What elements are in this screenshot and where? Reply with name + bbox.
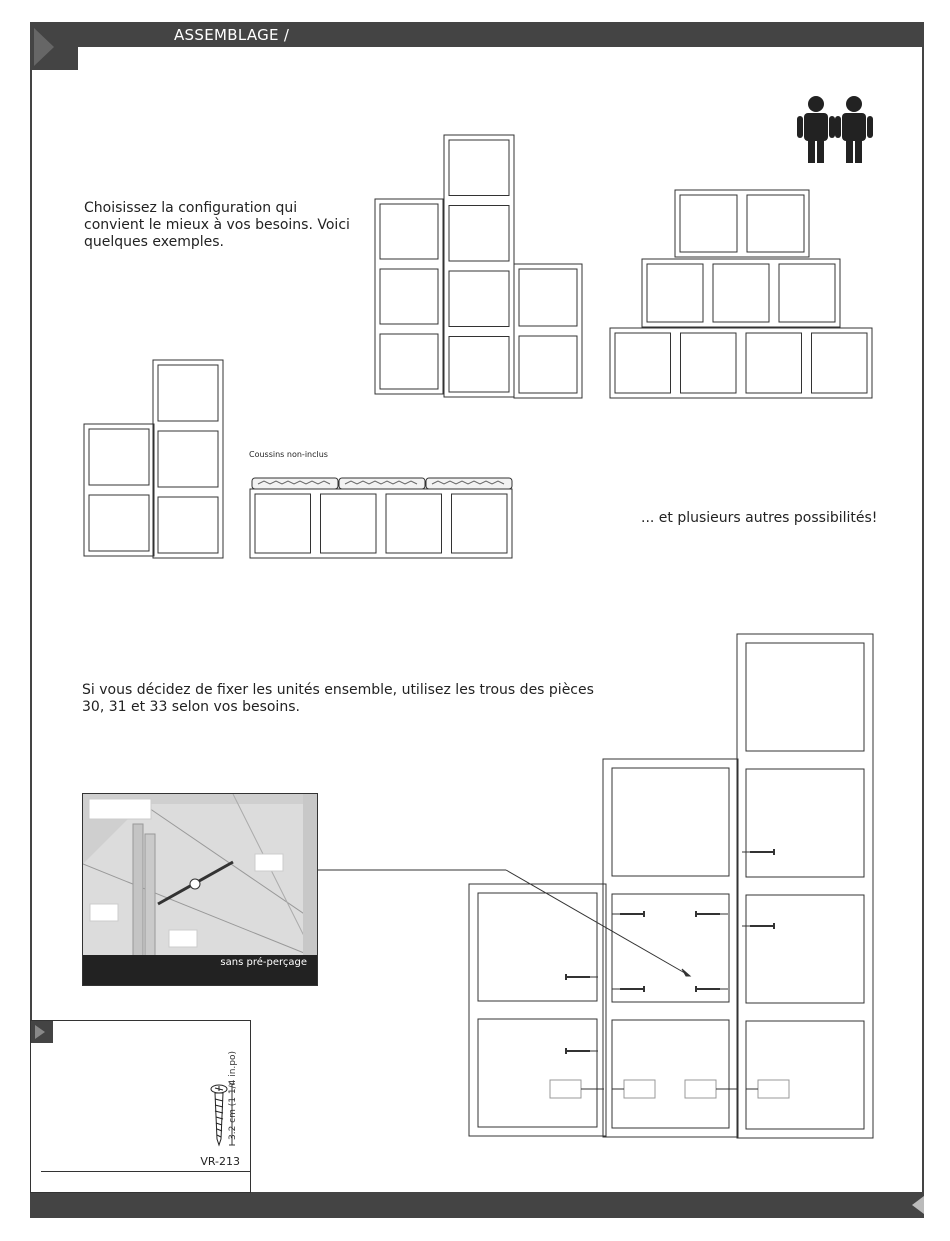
hardware-divider: [41, 1171, 250, 1172]
footer-arrow-icon: [912, 1196, 924, 1214]
fix-instructions-text: Si vous décidez de fixer les unités ensemble, utilisez les trous des pièces 30, 31 et 33 selon vos besoins.: [82, 682, 594, 715]
assembly-column-middle: [603, 759, 738, 1137]
page-title: ASSEMBLAGE /: [174, 26, 290, 44]
cushion-note: Coussins non-inclus: [249, 450, 328, 459]
hardware-dimension: 3.2 cm (1 1/4 in.po): [228, 1051, 238, 1140]
config-4-bench: [250, 489, 512, 558]
screw-icon: [612, 911, 644, 917]
config-2-row-bottom: [610, 328, 872, 398]
hardware-code: VR-213: [200, 1155, 240, 1168]
header-arrow-icon: [34, 28, 54, 66]
screw-icon: [566, 974, 598, 980]
photo-label-box: [90, 904, 118, 921]
photo-label-box: [255, 854, 283, 871]
callout-line: [318, 870, 690, 976]
config-1-column-middle: [444, 135, 514, 397]
config-3-column-right: [153, 360, 223, 558]
photo-label-box: [89, 799, 151, 819]
screw-icon: [612, 986, 644, 992]
screw-icon: [696, 986, 728, 992]
assembly-column-left: [469, 884, 606, 1136]
screw-icon: [696, 911, 728, 917]
screw-icon: [742, 923, 774, 929]
photo-caption: sans pré-perçage: [83, 955, 317, 985]
two-people-icon: [797, 96, 873, 163]
cushions-drawing: [252, 478, 512, 489]
hardware-drawing: [31, 1021, 252, 1194]
more-possibilities-text: ... et plusieurs autres possibilités!: [641, 510, 878, 526]
hardware-box: [30, 1020, 251, 1193]
config-3-column-left: [84, 424, 154, 556]
screw-icon: [211, 1085, 227, 1145]
config-2-row-middle: [642, 259, 840, 327]
config-2-row-top: [675, 190, 809, 257]
config-1-column-left: [375, 199, 443, 394]
screw-icon: [742, 849, 774, 855]
detail-photo: [82, 793, 318, 986]
intro-text: Choisissez la configuration qui convient le mieux à vos besoins. Voici quelques exemples.: [84, 200, 350, 250]
screw-icon: [566, 1048, 598, 1054]
photo-label-box: [169, 930, 197, 947]
config-1-column-right: [514, 264, 582, 398]
assembly-column-right: [737, 634, 873, 1138]
